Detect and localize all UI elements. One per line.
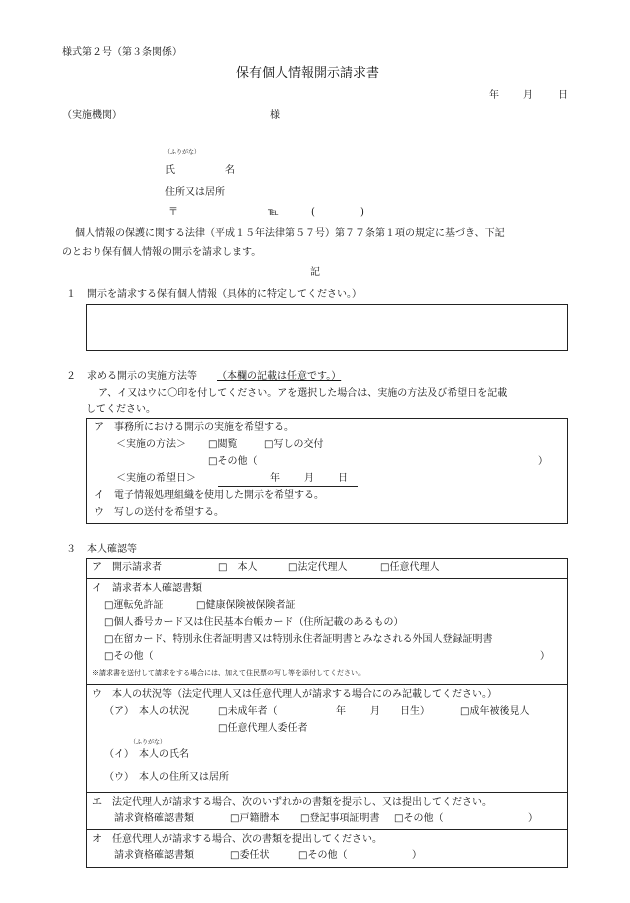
legal-rep-docs-label: 請求資格確認書類 xyxy=(114,813,194,824)
subject-furigana-label: （ふりがな） xyxy=(130,739,167,746)
status-minor-checkbox[interactable]: □未成年者（ xyxy=(218,706,278,717)
name-label-shi: 氏 xyxy=(165,165,175,176)
address-label: 住所又は居所 xyxy=(165,187,225,198)
section3-title: 本人確認等 xyxy=(87,544,137,555)
furigana-label: （ふりがな） xyxy=(164,149,201,156)
proxy-other-checkbox[interactable]: □その他（ xyxy=(298,850,348,861)
proxy-title: オ 任意代理人が請求する場合、次の書類を提出してください。 xyxy=(92,834,382,845)
id-mynumber-checkbox[interactable]: □個人番号カード又は住民基本台帳カード（住所記載のあるもの） xyxy=(104,617,404,628)
proxy-other-close: ） xyxy=(412,850,422,861)
section2-desc-1: ア、イ又はウに〇印を付してください。アを選択した場合は、実施の方法及び希望日を記載 xyxy=(98,388,508,399)
desired-date-underline xyxy=(218,486,358,487)
desired-date-label: ＜実施の希望日＞ xyxy=(116,473,196,484)
status-minor-year: 年 xyxy=(336,706,346,717)
section2-desc-2: してください。 xyxy=(86,404,156,415)
id-docs-note: ※請求書を送付して請求をする場合には、加えて住民票の写し等を添付してください。 xyxy=(92,669,365,677)
form-number: 様式第２号（第３条関係） xyxy=(62,47,182,58)
id-other-checkbox[interactable]: □その他（ xyxy=(104,651,154,662)
tel-paren-close: ) xyxy=(360,207,364,218)
subject-address-label: （ウ） 本人の住所又は居所 xyxy=(104,772,229,783)
date-month-label: 月 xyxy=(523,90,533,101)
status-minor-month: 月 xyxy=(370,706,380,717)
name-label-mei: 名 xyxy=(225,165,235,176)
tel-paren-open: ( xyxy=(311,207,315,218)
section3-divider-e xyxy=(86,829,568,830)
id-other-close: ） xyxy=(540,651,550,662)
status-adult-ward-checkbox[interactable]: □成年被後見人 xyxy=(460,706,530,717)
subject-status-title: ウ 本人の状況等（法定代理人又は任意代理人が請求する場合にのみ記載してください。） xyxy=(92,689,497,700)
id-docs-title: イ 請求者本人確認書類 xyxy=(92,583,202,594)
legal-rep-title: エ 法定代理人が請求する場合、次のいずれかの書類を提示し、又は提出してください。 xyxy=(92,797,492,808)
section2-option-u[interactable]: ウ 写しの送付を希望する。 xyxy=(94,507,224,518)
section1-input-box[interactable] xyxy=(86,304,568,351)
status-proxy-principal-checkbox[interactable]: □任意代理人委任者 xyxy=(218,723,308,734)
requester-legal-checkbox[interactable]: □法定代理人 xyxy=(288,562,348,573)
id-drivers-license-checkbox[interactable]: □運転免許証 xyxy=(104,600,164,611)
desired-date-day: 日 xyxy=(338,473,348,484)
proxy-docs-label: 請求資格確認書類 xyxy=(114,850,194,861)
postal-mark: 〒 xyxy=(168,207,178,218)
legal-rep-other-checkbox[interactable]: □その他（ xyxy=(394,813,444,824)
status-minor-born: 日生） xyxy=(400,706,430,717)
section1-title: 開示を請求する保有個人情報（具体的に特定してください。） xyxy=(87,289,362,300)
section2-option-a[interactable]: ア 事務所における開示の実施を希望する。 xyxy=(94,422,294,433)
section2-number: ２ xyxy=(66,371,76,382)
agency-sama: 様 xyxy=(270,110,280,121)
requester-self-checkbox[interactable]: □ 本人 xyxy=(218,562,258,573)
subject-status-label: （ア） 本人の状況 xyxy=(104,706,189,717)
method-label: ＜実施の方法＞ xyxy=(116,439,186,450)
legal-rep-registry-checkbox[interactable]: □登記事項証明書 xyxy=(300,813,380,824)
section3-divider-i xyxy=(86,684,568,685)
method-copy-checkbox[interactable]: □写しの交付 xyxy=(264,439,324,450)
method-other-checkbox[interactable]: □その他（ xyxy=(208,456,258,467)
section3-divider-a xyxy=(86,578,568,579)
section2-note: （本欄の記載は任意です。） xyxy=(217,371,342,382)
desired-date-month: 月 xyxy=(304,473,314,484)
intro-line-1: 個人情報の保護に関する法律（平成１５年法律第５７号）第７７条第１項の規定に基づき、下記 xyxy=(75,228,505,239)
tel-mark: ℡ xyxy=(268,207,279,218)
ki-label: 記 xyxy=(310,267,320,278)
section2-title: 求める開示の実施方法等 xyxy=(87,371,197,382)
page-title: 保有個人情報開示請求書 xyxy=(236,66,380,81)
intro-line-2: のとおり保有個人情報の開示を請求します。 xyxy=(62,247,262,258)
requester-proxy-checkbox[interactable]: □任意代理人 xyxy=(380,562,440,573)
legal-rep-koseki-checkbox[interactable]: □戸籍謄本 xyxy=(230,813,280,824)
section3-divider-u xyxy=(86,792,568,793)
desired-date-year: 年 xyxy=(270,473,280,484)
method-view-checkbox[interactable]: □閲覧 xyxy=(208,439,238,450)
subject-name-label: （イ） 本人の氏名 xyxy=(104,749,189,760)
method-other-close: ） xyxy=(538,456,548,467)
id-health-insurance-checkbox[interactable]: □健康保険被保険者証 xyxy=(196,600,296,611)
requester-label: ア 開示請求者 xyxy=(92,562,162,573)
date-year-label: 年 xyxy=(489,90,499,101)
section2-option-i[interactable]: イ 電子情報処理組織を使用した開示を希望する。 xyxy=(94,490,324,501)
legal-rep-other-close: ） xyxy=(528,813,538,824)
section1-number: １ xyxy=(66,289,76,300)
section3-number: ３ xyxy=(66,544,76,555)
date-day-label: 日 xyxy=(558,90,568,101)
agency-label: （実施機関） xyxy=(62,110,122,121)
proxy-power-of-attorney-checkbox[interactable]: □委任状 xyxy=(230,850,270,861)
id-residence-card-checkbox[interactable]: □在留カード、特別永住者証明書又は特別永住者証明書とみなされる外国人登録証明書 xyxy=(104,634,493,645)
